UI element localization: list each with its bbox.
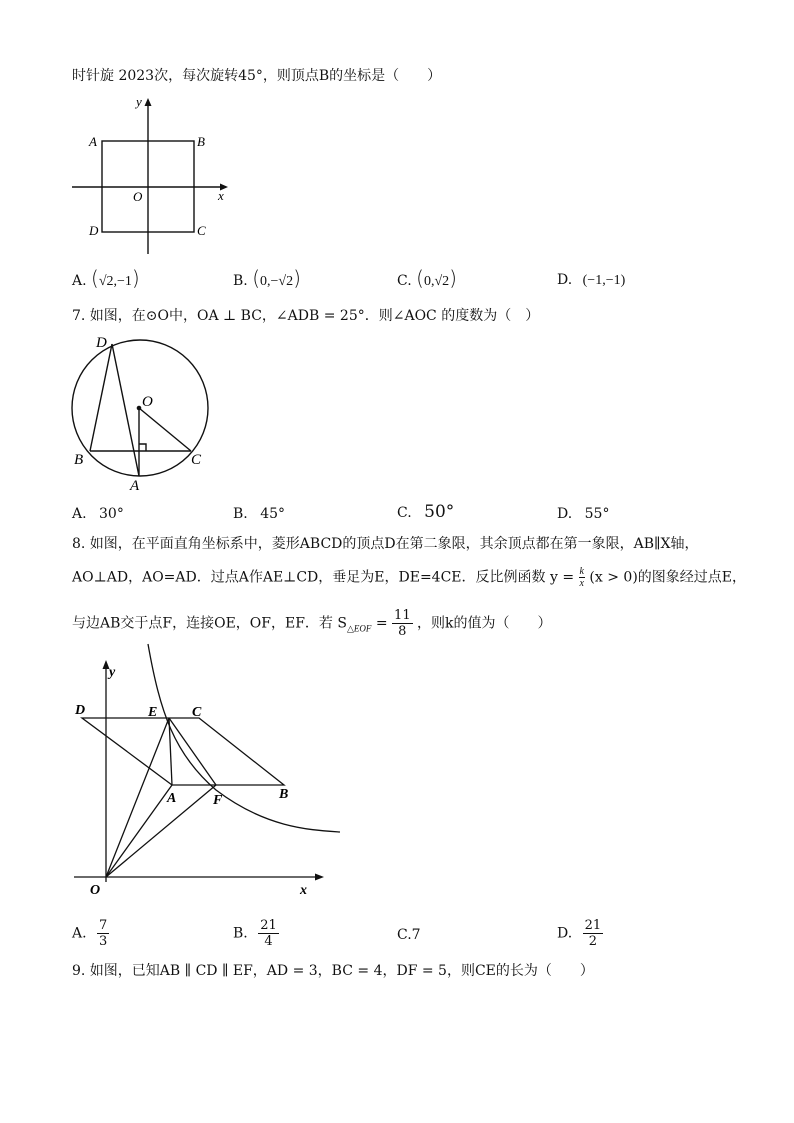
q7-line-oc: [139, 408, 191, 451]
q8-option-c: C.7: [397, 927, 421, 943]
q6-label-b: B: [197, 134, 205, 149]
q6-label-a: A: [89, 134, 97, 149]
q7-option-c: C. 50°: [397, 502, 455, 522]
q6-label-o: O: [133, 189, 143, 204]
q6-option-d: D. (−1,−1): [557, 272, 626, 288]
q6-option-b: B. (0,−√2): [233, 266, 301, 290]
q6-stem: 时针旋 2023次，每次旋转45°，则顶点B的坐标是（ ）: [72, 68, 442, 84]
q8-label-f: F: [213, 793, 223, 808]
q8-line3: 与边AB交于点F，连接OE，OF，EF．若 $S_{\triangle EOF}$ = $\frac{11}{8}$ ，则k的值为（ ）: [72, 608, 552, 639]
q7-stem: 7. 如图，在⊙O中，OA ⊥ BC，∠ADB = 25°．则∠AOC 的度数为（ ）: [72, 308, 540, 324]
q6-option-a: A. (√2,−1): [72, 266, 140, 290]
q7-figure: [66, 330, 216, 496]
q7-line-da: [112, 344, 139, 476]
q7-line-db: [90, 344, 112, 451]
q8-figure: [66, 642, 350, 898]
q8-line-of: [106, 785, 216, 877]
q8-label-e: E: [148, 705, 158, 720]
q8-label-a: A: [167, 791, 177, 806]
q8-line-oa: [106, 785, 172, 877]
q8-area-fraction: $\frac{11}{8}$: [394, 608, 411, 639]
q8-label-c: C: [192, 705, 202, 720]
q7-option-b: B. 45°: [233, 506, 286, 522]
q7-center-dot: [137, 406, 142, 411]
q8-option-d: D. $\frac{21}{2}$: [557, 918, 602, 949]
q7-label-o: O: [142, 394, 153, 410]
q7-label-a: A: [130, 478, 140, 494]
q8-label-o: O: [90, 883, 101, 898]
q6-label-d: D: [89, 223, 99, 238]
q7-option-a: A. 30°: [72, 506, 124, 522]
q8-label-b: B: [279, 787, 289, 802]
q7-label-b: B: [74, 452, 84, 468]
q7-label-c: C: [191, 452, 202, 468]
q7-label-d: D: [96, 335, 107, 351]
q6-label-x: x: [218, 188, 224, 203]
q8-line2: AO⊥AD，AO=AD．过点A作AE⊥CD，垂足为E，DE=4CE．反比例函数 y = $\frac{k}{x}$ (x > 0)的图象经过点E，: [72, 566, 746, 589]
q6-label-c: C: [197, 223, 206, 238]
q8-line-ef: [169, 718, 216, 785]
q8-line-oe: [106, 718, 169, 877]
q6-option-c: C. (0,√2): [397, 266, 457, 290]
q7-option-d: D. 55°: [557, 506, 610, 522]
q8-label-x: x: [300, 883, 307, 898]
q8-option-a: A. $\frac{7}{3}$: [72, 918, 108, 949]
q8-hyperbola: [148, 644, 340, 832]
q8-option-b: B. $\frac{21}{4}$: [233, 918, 277, 949]
q9-stem: 9. 如图，已知AB ∥ CD ∥ EF，AD = 3，BC = 4，DF = 5，则CE的长为（ ）: [72, 963, 594, 979]
q6-figure: [66, 92, 246, 260]
q6-label-y: y: [136, 94, 142, 109]
q8-k-over-x: $\frac{k}{x}$: [579, 566, 584, 589]
q8-label-y: y: [109, 665, 116, 680]
q8-label-d: D: [75, 703, 86, 718]
q8-line1: 8. 如图，在平面直角坐标系中，菱形ABCD的顶点D在第二象限，其余顶点都在第一象限，AB∥X轴，: [72, 536, 699, 552]
q7-right-angle-mark: [139, 444, 146, 451]
